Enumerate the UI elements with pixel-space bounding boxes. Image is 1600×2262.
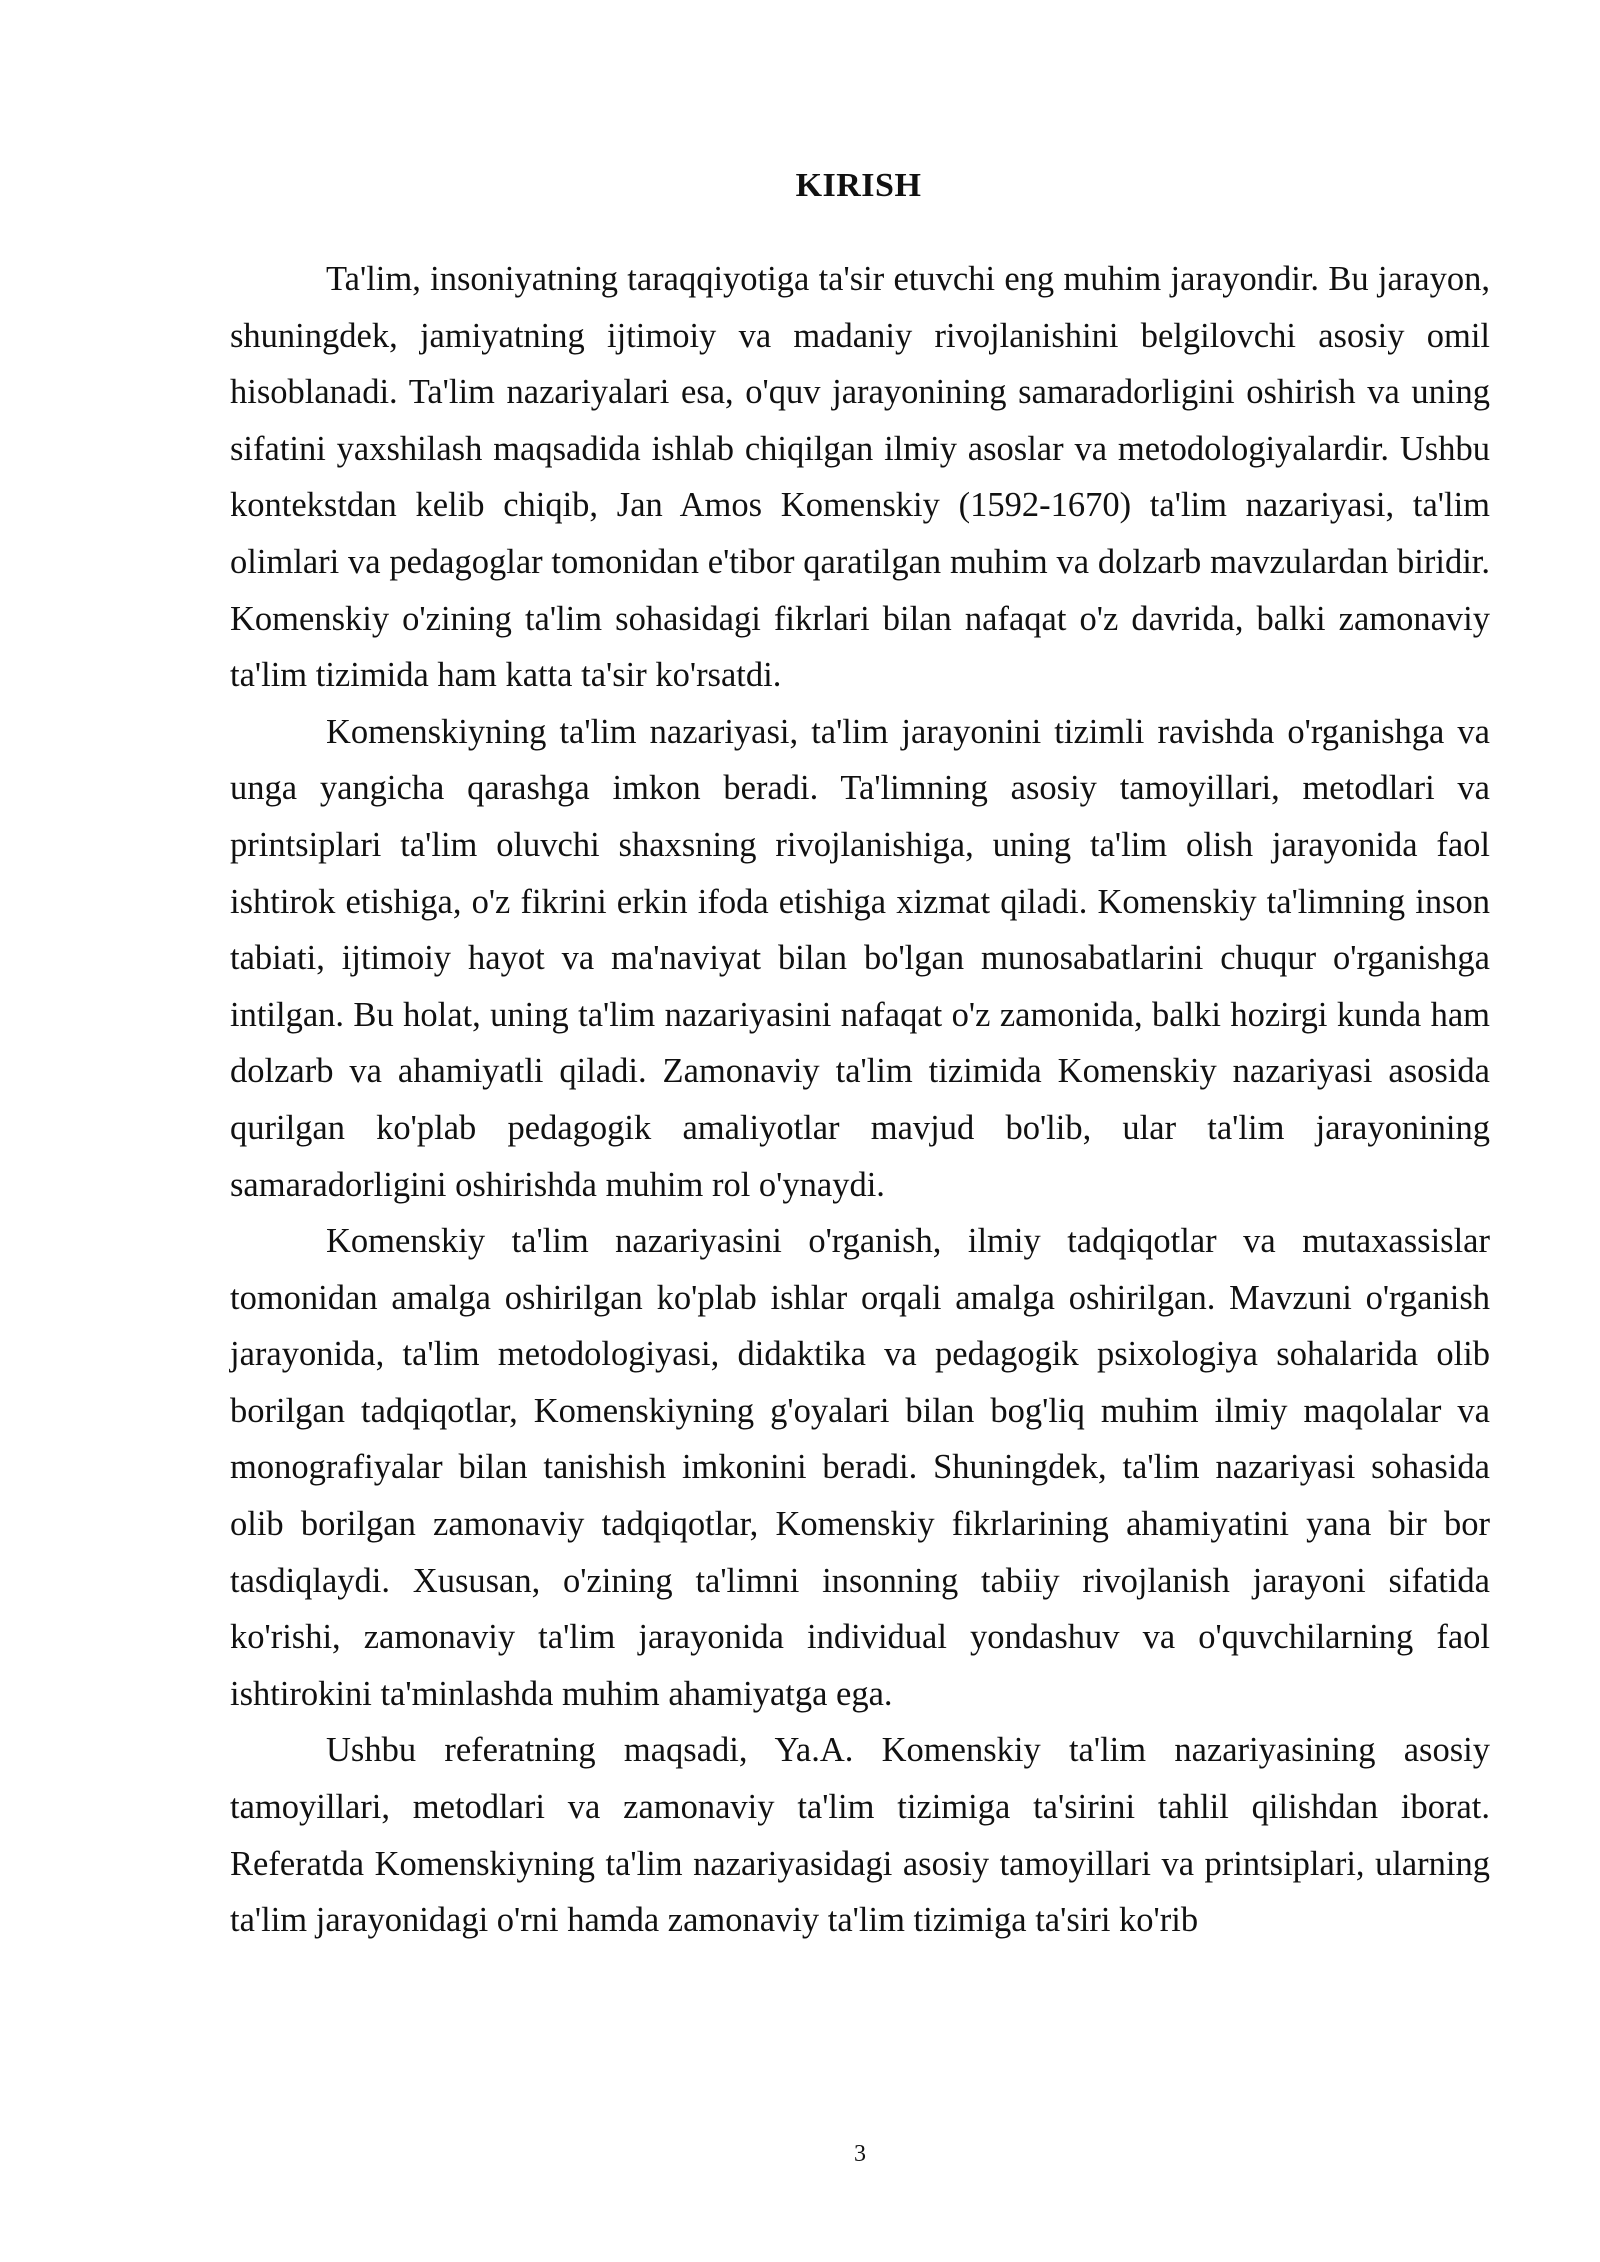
paragraph: Komenskiy ta'lim nazariyasini o'rganish, ilmiy tadqiqotlar va mutaxassislar tomonidan amalga oshirilgan ko'plab ishlar orqali amalga oshirilgan. Mavzuni o'rganish jarayonida, ta'lim metodologiyasi, didaktika va pedagogik psixologiya sohalarida olib borilgan tadqiqotlar, Komenskiyning g'oyalari bilan bog'liq muhim ilmiy maqolalar va monografiyalar bilan tanishish imkonini beradi. Shuningdek, ta'lim nazariyasi sohasida olib borilgan zamonaviy tadqiqotlar, Komenskiy fikrlarining ahamiyatini yana bir bor tasdiqlaydi. Xususan, o'zining ta'limni insonning tabiiy rivojlanish jarayoni sifatida ko'rishi, zamonaviy ta'lim jarayonida individual yondashuv va o'quvchilarning faol ishtirokini ta'minlashda muhim ahamiyatga ega.: [230, 1222, 1490, 1713]
page-heading: KIRISH: [795, 167, 922, 204]
paragraph: Ushbu referatning maqsadi, Ya.A. Komenskiy ta'lim nazariyasining asosiy tamoyillari, metodlari va zamonaviy ta'lim tizimiga ta'sirini tahlil qilishdan iborat. Referatda Komenskiyning ta'lim nazariyasidagi asosiy tamoyillari va printsiplari, ularning ta'lim jarayonidagi o'rni hamda zamonaviy ta'lim tizimiga ta'siri ko'rib: [230, 1731, 1490, 1940]
paragraph: Komenskiyning ta'lim nazariyasi, ta'lim jarayonini tizimli ravishda o'rganishga va unga yangicha qarashga imkon beradi. Ta'limning asosiy tamoyillari, metodlari va printsiplari ta'lim oluvchi shaxsning rivojlanishiga, uning ta'lim olish jarayonida faol ishtirok etishiga, o'z fikrini erkin ifoda etishiga xizmat qiladi. Komenskiy ta'limning inson tabiati, ijtimoiy hayot va ma'naviyat bilan bo'lgan munosabatlarini chuqur o'rganishga intilgan. Bu holat, uning ta'lim nazariyasini nafaqat o'z zamonida, balki hozirgi kunda ham dolzarb va ahamiyatli qiladi. Zamonaviy ta'lim tizimida Komenskiy nazariyasi asosida qurilgan ko'plab pedagogik amaliyotlar mavjud bo'lib, ular ta'lim jarayonining samaradorligini oshirishda muhim rol o'ynaydi.: [230, 712, 1490, 1204]
page-number: 3: [854, 2141, 866, 2167]
body-text: [230, 251, 1490, 1949]
paragraph: Ta'lim, insoniyatning taraqqiyotiga ta'sir etuvchi eng muhim jarayondir. Bu jarayon, shuningdek, jamiyatning ijtimoiy va madaniy rivojlanishini belgilovchi asosiy omil hisoblanadi. Ta'lim nazariyalari esa, o'quv jarayonining samaradorligini oshirish va uning sifatini yaxshilash maqsadida ishlab chiqilgan ilmiy asoslar va metodologiyalardir. Ushbu kontekstdan kelib chiqib, Jan Amos Komenskiy (1592-1670) ta'lim nazariyasi, ta'lim olimlari va pedagoglar tomonidan e'tibor qaratilgan muhim va dolzarb mavzulardan biridir. Komenskiy o'zining ta'lim sohasidagi fikrlari bilan nafaqat o'z davrida, balki zamonaviy ta'lim tizimida ham katta ta'sir ko'rsatdi.: [230, 260, 1490, 695]
